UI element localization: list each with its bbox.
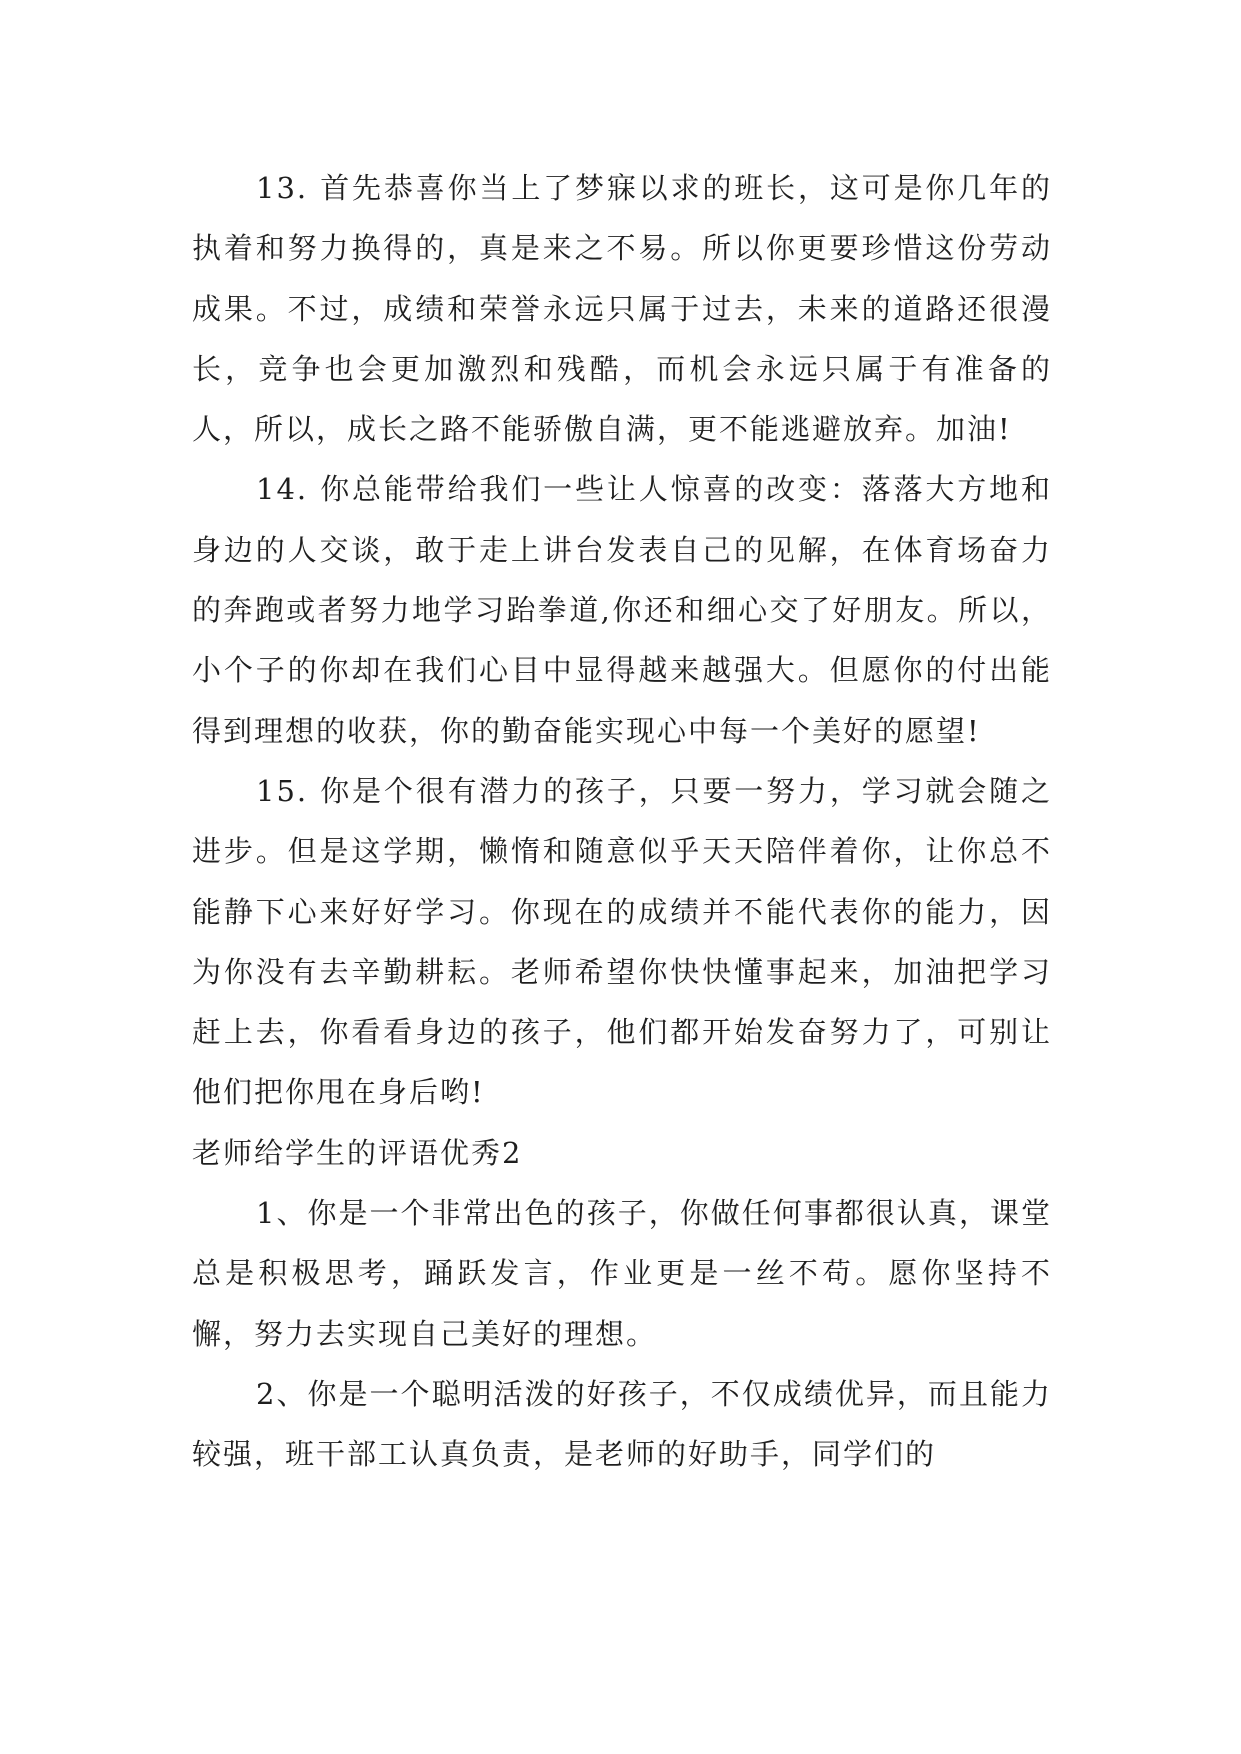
section-paragraph-2: 2、你是一个聪明活泼的好孩子，不仅成绩优异，而且能力较强，班干部工认真负责，是老师的好助手，同学们的 bbox=[192, 1376, 1052, 1472]
document-body bbox=[192, 158, 1052, 1485]
paragraph-14: 14. 你总能带给我们一些让人惊喜的改变：落落大方地和身边的人交谈，敢于走上讲台发表自己的见解，在体育场奋力的奔跑或者努力地学习跆拳道,你还和细心交了好朋友。所以，小个子的你却在我们心目中显得越来越强大。但愿你的付出能得到理想的收获，你的勤奋能实现心中每一个美好的愿望! bbox=[192, 472, 1052, 748]
section-heading: 老师给学生的评语优秀2 bbox=[192, 1135, 523, 1170]
paragraph-15: 15. 你是个很有潜力的孩子，只要一努力，学习就会随之进步。但是这学期，懒惰和随意似乎天天陪伴着你，让你总不能静下心来好好学习。你现在的成绩并不能代表你的能力，因为你没有去辛勤耕耘。老师希望你快快懂事起来，加油把学习赶上去，你看看身边的孩子，他们都开始发奋努力了，可别让他们把你甩在身后哟! bbox=[192, 773, 1052, 1110]
section-paragraph-1: 1、你是一个非常出色的孩子，你做任何事都很认真，课堂总是积极思考，踊跃发言，作业更是一丝不苟。愿你坚持不懈，努力去实现自己美好的理想。 bbox=[192, 1196, 1052, 1351]
paragraph-13: 13. 首先恭喜你当上了梦寐以求的班长，这可是你几年的执着和努力换得的，真是来之不易。所以你更要珍惜这份劳动成果。不过，成绩和荣誉永远只属于过去，未来的道路还很漫长，竞争也会更加激烈和残酷，而机会永远只属于有准备的人，所以，成长之路不能骄傲自满，更不能逃避放弃。加油! bbox=[192, 171, 1052, 447]
